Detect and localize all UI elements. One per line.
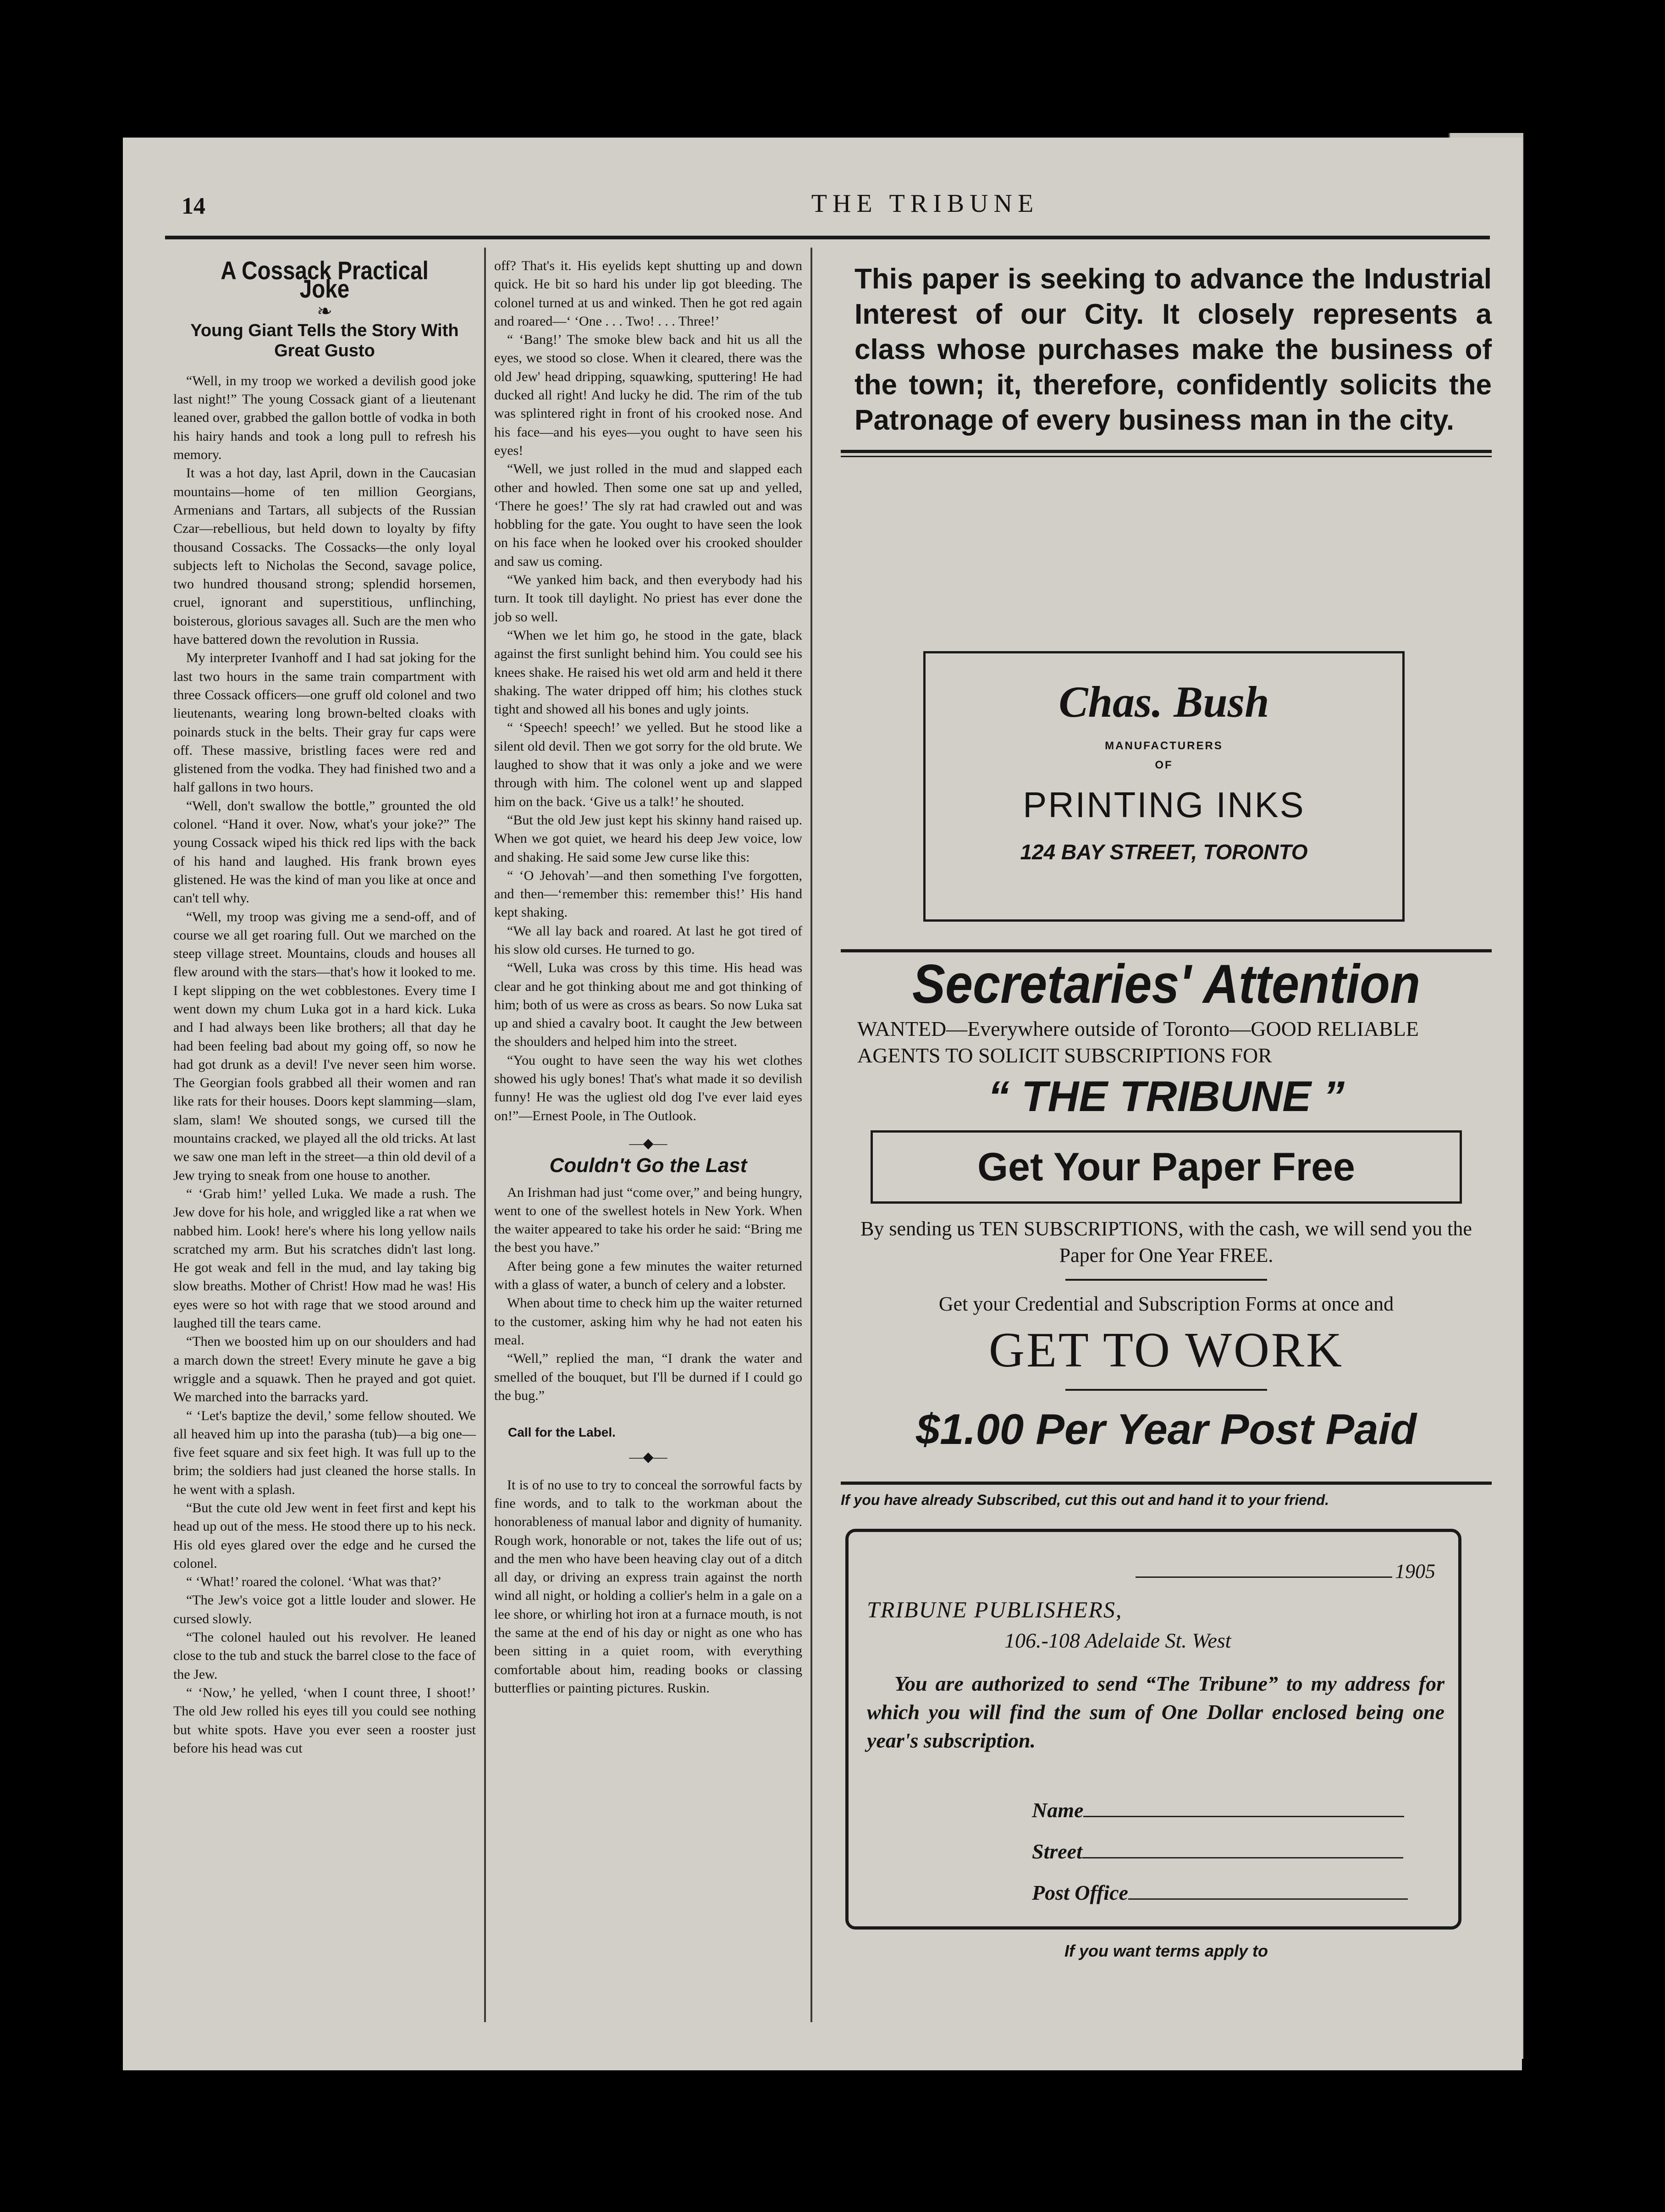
secretaries-section bbox=[841, 949, 1492, 1961]
subscription-form[interactable] bbox=[845, 1529, 1461, 1930]
sending-text: By sending us TEN SUBSCRIPTIONS, with the cash, we will send you the Paper for One Year FREE. bbox=[860, 1217, 1472, 1266]
paragraph: “The Jew's voice got a little louder and slower. He cursed slowly. bbox=[173, 1593, 476, 1626]
separator-diamond: —◆— bbox=[629, 1135, 667, 1151]
column-rule-1 bbox=[484, 248, 486, 2022]
ad-line-1: MANUFACTURERS bbox=[1105, 740, 1223, 752]
rule bbox=[841, 456, 1492, 457]
paragraph: “Well, in my troop we worked a devilish good joke last night!” The young Cossack giant of a lieutenant leaned over, grabbed the gallon bottle of vodka in both his hairy hands and took a long pull to refresh his memory. bbox=[173, 373, 476, 463]
paragraph: When about time to check him up the waiter returned to the customer, asking him why he had not eaten his meal. bbox=[494, 1295, 802, 1348]
tribune-name: “ THE TRIBUNE ” bbox=[987, 1072, 1345, 1120]
post-office-label: Post Office bbox=[1032, 1881, 1128, 1904]
paragraph: “Well, don't swallow the bottle,” grounted the old colonel. “Hand it over. Now, what's your joke?” The young Cossack wiped his thick red lips with the back of his hand and laughed. His frank brown eyes glistened. He was the kind of man you like at once and can't tell why. bbox=[173, 798, 476, 906]
article-title-2: Couldn't Go the Last bbox=[549, 1154, 747, 1177]
name-field[interactable] bbox=[1032, 1798, 1404, 1822]
rule bbox=[841, 450, 1492, 453]
paragraph: “ ‘O Jehovah’—and then something I've forgotten, and then—‘remember this: remember this!’ His hand kept shaking. bbox=[494, 868, 802, 920]
paragraph: “Well, Luka was cross by this time. His head was clear and he got thinking about me and got thinking of him; both of us were as cross as bears. So now Luka sat up and shied a cavalry boot. It caught the Jew between the shoulders and helped him into the street. bbox=[494, 960, 802, 1050]
paragraph: “ ‘Bang!’ The smoke blew back and hit us all the eyes, we stood so close. When it cleared, there was the old Jew' head dripping, squawking, sputtering! He had ducked all right! And lucky he did. The rim of the tub was splintered right in front of his crooked nose. And his face—and his eyes—you ought to have seen his eyes! bbox=[494, 332, 802, 458]
ad-address: 124 BAY STREET, TORONTO bbox=[1020, 840, 1308, 864]
paragraph: “ ‘Now,’ he yelled, ‘when I count three, I shoot!’ The old Jew rolled his eyes till you could see nothing but white spots. Have you ever seen a rooster just before his head was cut bbox=[173, 1685, 476, 1756]
wanted-text: WANTED—Everywhere outside of Toronto—GOOD RELIABLE AGENTS TO SOLICIT SUBSCRIPTIONS FOR bbox=[857, 1017, 1419, 1067]
terms-footer: If you want terms apply to bbox=[1064, 1941, 1268, 1960]
paragraph: “Well, we just rolled in the mud and slapped each other and howled. Then some one sat up and yelled, ‘There he goes!’ The sly rat had crawled out and was hobbling for the gate. You ought to have seen the look on his face when he looked over his crooked shoulder and saw us coming. bbox=[494, 461, 802, 569]
paragraph: “We all lay back and roared. At last he got tired of his slow old curses. He turned to go. bbox=[494, 923, 802, 957]
form-address: 106.-108 Adelaide St. West bbox=[1004, 1629, 1231, 1652]
subscribe-note: If you have already Subscribed, cut this out and hand it to your friend. bbox=[841, 1492, 1329, 1508]
post-office-field[interactable] bbox=[1032, 1880, 1408, 1905]
paragraph: “But the cute old Jew went in feet first and kept his head up out of the mess. He stood there up to his neck. His old eyes glared over the edge and he cursed the colonel. bbox=[173, 1500, 476, 1571]
rule bbox=[841, 1482, 1492, 1485]
rule bbox=[1065, 1279, 1267, 1281]
form-body: You are authorized to send “The Tribune” to my address for which you will find the sum of One Dollar enclosed being one year's subscription. bbox=[867, 1672, 1444, 1752]
column-1 bbox=[173, 257, 476, 1758]
paragraph: “The colonel hauled out his revolver. He leaned close to the tub and stuck the barrel close to the face of the Jew. bbox=[173, 1630, 476, 1682]
paragraph: “We yanked him back, and then everybody had his turn. It took till daylight. No priest has ever done the job so well. bbox=[494, 572, 802, 625]
page-number-left: 14 bbox=[182, 193, 205, 219]
paragraph: off? That's it. His eyelids kept shutting up and down quick. He bit so hard his under lip got bleeding. The colonel turned at us and winked. Then he got red again and roared—‘ ‘One . . . Two! . . . Three!’ bbox=[494, 258, 802, 329]
promo-text: This paper is seeking to advance the Industrial Interest of our City. It closely represents a class whose purchases make the business of the town; it, therefore, confidently solicits the Patronage of every business man in the city. bbox=[855, 263, 1492, 436]
paragraph: “ ‘What!’ roared the colonel. ‘What was that?’ bbox=[186, 1574, 442, 1590]
paragraph: “ ‘Let's baptize the devil,’ some fellow shouted. We all heaved him up into the parasha (tub)—a big one—five feet square and six feet high. It was full up to the brim; the soldiers had just cleaned the horse stalls. In he went with a splash. bbox=[173, 1408, 476, 1497]
paragraph: It is of no use to try to conceal the sorrowful facts by fine words, and to talk to the workman about the honorableness of manual labor and dignity of humanity. Rough work, honorable or not, takes the life out of us; and the men who have been heaving clay out of a ditch all day, or driving an express train against the north wind all night, or holding a collier's helm in a gale on a lee shore, or whirling hot iron at a furnace mouth, is not the same at the end of his day or night as one who has been sitting in a quiet room, with everything comfortable about him, reading books or classing butterflies or painting pictures. Ruskin. bbox=[494, 1477, 802, 1696]
name-label: Name bbox=[1032, 1798, 1084, 1822]
paragraph: “You ought to have seen the way his wet clothes showed his ugly bones! That's what made it so devilish funny! He was the ugliest old dog I've ever laid eyes on!”—Ernest Poole, in The Outlook. bbox=[494, 1052, 802, 1123]
column-2 bbox=[494, 257, 802, 1698]
ad-chas-bush bbox=[923, 651, 1405, 922]
paragraph: My interpreter Ivanhoff and I had sat joking for the last two hours in the same train compartment with three Cossack officers—one gruff old colonel and two lieutenants, wearing long brown-belted cloaks with poinards stuck in the belts. Their gray fur caps were off. These massive, bristling faces were red and glistened from the vodka. They had finished two and a half gallons in two hours. bbox=[173, 650, 476, 795]
article-subtitle: Young Giant Tells the Story With Great Gusto bbox=[190, 321, 459, 360]
get-to-work: GET TO WORK bbox=[988, 1323, 1344, 1377]
newspaper-page bbox=[123, 138, 1522, 2070]
form-year: 1905 bbox=[1136, 1559, 1435, 1583]
article-body bbox=[173, 372, 476, 1758]
ad-product: PRINTING INKS bbox=[1023, 785, 1305, 825]
paragraph: It was a hot day, last April, down in the Caucasian mountains—home of ten million Georgians, Armenians and Tartars, all subjects of the Russian Czar—rebellious, but held down to loyalty by fifty thousand Cossacks. The Cossacks—the only loyal subjects left to Nicholas the Second, savage police, two hundred thousand strong; splendid horsemen, cruel, ignorant and superstitious, unflinching, boisterous, glorious savages all. Such are the men who have battered down the revolution in Russia. bbox=[173, 465, 476, 647]
paragraph: An Irishman had just “come over,” and being hungry, went to one of the swellest hotels in New York. When the waiter appeared to take his order he said: “Bring me the best you have.” bbox=[494, 1184, 802, 1255]
price: $1.00 Per Year Post Paid bbox=[915, 1405, 1417, 1453]
paragraph: “Then we boosted him up on our shoulders and had a march down the street! Every minute he gave a big wriggle and a squawk. Then he prayed and got quiet. We marched into the barracks yard. bbox=[173, 1334, 476, 1405]
rule bbox=[841, 949, 1492, 952]
article-title: A Cossack Practical Joke bbox=[221, 256, 429, 304]
paragraph: “Well, my troop was giving me a send-off, and of course we all get roaring full. Out we marched on the steep village street. Mountains, clouds and houses all flew around with the stars—that's how it looked to me. I kept slipping on the wet cobblestones. Every time I went down my chum Luka got in a hard kick. Luka and I had always been like brothers; all that day he had been feeling bad about my going off, so now he had got drunk as a devil! I've never seen him worse. The Georgian fools grabbed all their women and ran like rats for their houses. Doors kept slamming—slam, slam, slam! We shouted songs, we cursed till the mountains cracked, we played all the old tricks. At last we saw one man left in the street—a thin old devil of a Jew trying to sneak from one house to another. bbox=[173, 909, 476, 1183]
ad-brand: Chas. Bush bbox=[1059, 677, 1269, 726]
separator-diamond: —◆— bbox=[629, 1449, 667, 1465]
street-field[interactable] bbox=[1032, 1839, 1403, 1864]
paragraph: “Well,” replied the man, “I drank the water and smelled of the bouquet, but I'll be durned if I could go the bug.” bbox=[494, 1351, 802, 1403]
secretaries-title: Secretaries' Attention bbox=[912, 953, 1421, 1015]
credential-text: Get your Credential and Subscription Forms at once and bbox=[938, 1293, 1394, 1315]
article-title-3: Call for the Label. bbox=[508, 1425, 616, 1440]
right-column bbox=[841, 248, 1492, 1960]
rule bbox=[1065, 1389, 1267, 1391]
street-label: Street bbox=[1032, 1840, 1082, 1863]
paragraph: “But the old Jew just kept his skinny hand raised up. When we got quiet, we heard his deep Jew voice, low and shaking. He said some Jew curse like this: bbox=[494, 812, 802, 865]
form-publisher: TRIBUNE PUBLISHERS, bbox=[867, 1597, 1123, 1622]
free-paper-banner: Get Your Paper Free bbox=[871, 1130, 1462, 1204]
fleuron-icon: ❧ bbox=[317, 300, 332, 321]
paragraph: After being gone a few minutes the waiter returned with a glass of water, a bunch of celery and a lobster. bbox=[494, 1258, 802, 1293]
paragraph: “ ‘Grab him!’ yelled Luka. We made a rush. The Jew dove for his hole, and wriggled like a rat when we nabbed him. Look! here's where his long yellow nails scratched my arm. But his scratches didn't last long. He got weak and fell in the mud, and lay taking big slow breaths. Mother of Christ! How mad he was! His eyes were so hot with rage that we stood around and laughed till the tears came. bbox=[173, 1186, 476, 1331]
column-rule-2 bbox=[810, 248, 812, 2022]
paragraph: “When we let him go, he stood in the gate, black against the first sunlight behind him. You could see his knees shake. He raised his wet old arm and held it there shaking. The water dripped off him; his clothes stuck tight and showed all his bones and ugly joints. bbox=[494, 627, 802, 717]
masthead: THE TRIBUNE bbox=[811, 189, 1039, 218]
paragraph: “ ‘Speech! speech!’ we yelled. But he stood like a silent old devil. Then we got sorry for the old brute. We laughed to show that it was only a joke and we were through with him. The colonel went up and slapped him on the back. ‘Give us a talk!’ he shouted. bbox=[494, 720, 802, 809]
ad-line-2: OF bbox=[1155, 759, 1173, 771]
header-rule bbox=[165, 236, 1490, 239]
